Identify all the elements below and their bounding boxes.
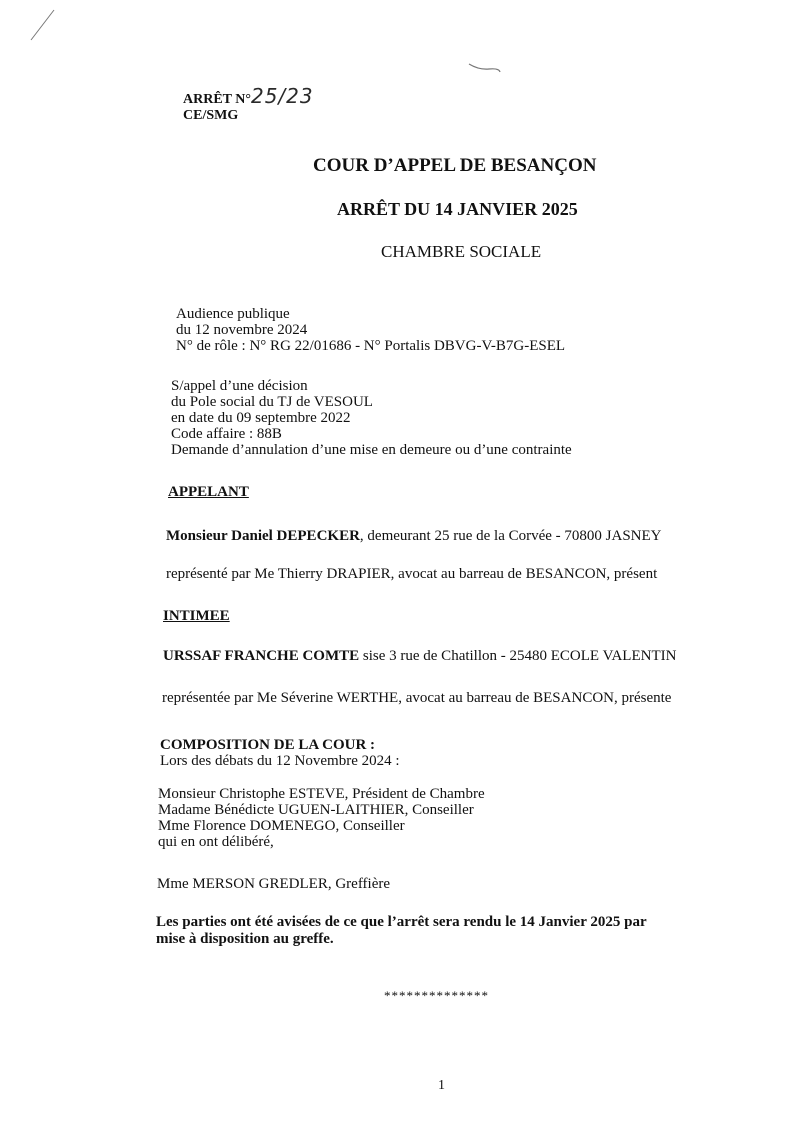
- scan-mark-top: [467, 60, 503, 74]
- hearing-line: du 12 novembre 2024: [176, 322, 308, 338]
- composition-section: [160, 737, 400, 769]
- chamber-name: CHAMBRE SOCIALE: [381, 242, 542, 261]
- appeal-line: S/appel d’une décision: [171, 378, 308, 394]
- clerk-name: Mme MERSON GREDLER, Greffière: [157, 876, 391, 892]
- appeal-line: du Pole social du TJ de VESOUL: [171, 394, 373, 410]
- hearing-line: N° de rôle : N° RG 22/01686 - N° Portalis DBVG-V-B7G-ESEL: [176, 338, 566, 354]
- judge-entry: Mme Florence DOMENEGO, Conseiller: [158, 818, 405, 834]
- notice-line: mise à disposition au greffe.: [156, 931, 334, 947]
- intimee-address: sise 3 rue de Chatillon - 25480 ECOLE VALENTIN: [359, 648, 677, 664]
- intimee-name: URSSAF FRANCHE COMTE: [163, 648, 360, 664]
- appeal-line: Demande d’annulation d’une mise en demeure ou d’une contrainte: [171, 442, 572, 458]
- ref-initials: CE/SMG: [183, 108, 239, 123]
- page-number: 1: [438, 1078, 445, 1093]
- intimee-heading: INTIMEE: [163, 608, 230, 624]
- judge-entry: Madame Bénédicte UGUEN-LAITHIER, Conseiller: [158, 802, 474, 818]
- appelant-address: , demeurant 25 rue de la Corvée - 70800 JASNEY: [359, 528, 662, 544]
- decision-reference: [183, 84, 314, 124]
- decision-date: ARRÊT DU 14 JANVIER 2025: [337, 199, 578, 219]
- hearing-line: Audience publique: [176, 306, 290, 322]
- judges-list: [158, 786, 485, 850]
- appeal-line: en date du 09 septembre 2022: [171, 410, 351, 426]
- appeal-line: Code affaire : 88B: [171, 426, 282, 442]
- separator-stars: **************: [384, 988, 489, 1003]
- court-name: COUR D’APPEL DE BESANÇON: [313, 155, 597, 176]
- appelant-name: Monsieur Daniel DEPECKER: [166, 528, 360, 544]
- scan-mark-corner: [28, 8, 58, 42]
- delivery-notice: [156, 914, 647, 948]
- intimee-representation: représentée par Me Séverine WERTHE, avocat au barreau de BESANCON, présente: [162, 690, 672, 706]
- appelant-heading: APPELANT: [168, 484, 249, 500]
- appelant-representation: représenté par Me Thierry DRAPIER, avocat au barreau de BESANCON, présent: [166, 566, 658, 582]
- debates-date: Lors des débats du 12 Novembre 2024 :: [160, 753, 400, 769]
- judge-entry: Monsieur Christophe ESTEVE, Président de Chambre: [158, 786, 485, 802]
- composition-heading: COMPOSITION DE LA COUR :: [160, 737, 376, 753]
- notice-line: Les parties ont été avisées de ce que l’arrêt sera rendu le 14 Janvier 2025 par: [156, 914, 647, 930]
- appelant-party: [166, 528, 662, 545]
- intimee-party: [163, 648, 676, 665]
- deliberated-line: qui en ont délibéré,: [158, 834, 274, 850]
- handwritten-ref-number: 25/23: [250, 84, 314, 108]
- hearing-info: [176, 306, 565, 354]
- appeal-info: [171, 378, 572, 458]
- ref-label: ARRÊT N°: [183, 92, 251, 107]
